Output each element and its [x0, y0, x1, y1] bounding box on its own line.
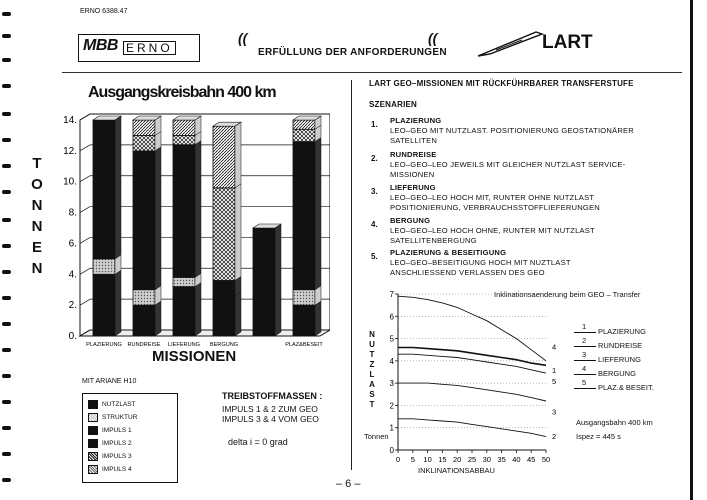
legend-label: LIEFERUNG — [598, 355, 641, 364]
page-number: – 6 – — [336, 478, 361, 490]
scenario-line: LEO–GEO–LEO JEWEILS MIT GLEICHER NUTZLAST SERVICE- — [390, 160, 626, 169]
nutzlast-letter: Z — [369, 360, 375, 369]
curve-end-label: 1 — [552, 366, 557, 376]
logo-erno: ERNO — [123, 41, 176, 55]
legend-label: BERGUNG — [598, 369, 636, 378]
series-line — [398, 419, 546, 437]
bar-segment — [133, 120, 155, 135]
bar-segment — [293, 290, 315, 305]
x-tick-label: PLAZ&BESEIT — [285, 342, 323, 348]
bar-segment — [253, 228, 275, 336]
legend-label: NUTZLAST — [102, 401, 136, 409]
y-tick-label: 4 — [389, 356, 394, 366]
bar-segment — [213, 126, 235, 188]
x-tick-label: 25 — [467, 455, 477, 464]
legend-label: IMPULS 2 — [102, 440, 132, 448]
bar-segment — [133, 305, 155, 336]
bar-segment — [293, 142, 315, 290]
note-ariane: MIT ARIANE H10 — [82, 378, 137, 385]
page-header-title: ERFÜLLUNG DER ANFORDERUNGEN — [258, 47, 447, 58]
scenario-line: LEO–GEO–LEO HOCH OHNE, RUNTER MIT NUTZLAST — [390, 226, 595, 235]
series-line — [398, 296, 546, 361]
curve-end-label: 3 — [552, 407, 557, 417]
bar-segment — [173, 135, 195, 144]
curve-end-label: 4 — [552, 342, 557, 352]
y-tick-label: 3 — [389, 379, 394, 389]
x-tick-label: 50 — [541, 455, 551, 464]
y-tick-label: 2. — [68, 300, 77, 312]
tonnen-letter: N — [31, 260, 43, 277]
bar-segment — [173, 287, 195, 336]
scenario-title: PLAZIERUNG — [390, 116, 442, 125]
bar-side — [155, 147, 161, 290]
mark-right: (( — [428, 30, 438, 46]
szenarien-heading: SZENARIEN — [369, 100, 418, 109]
y-tick-label: 2 — [389, 401, 394, 411]
y-tick-label: 4. — [68, 269, 77, 281]
scenario-line: MISSIONEN — [390, 170, 435, 179]
bar-side — [235, 292, 241, 336]
x-tick-label: PLAZIERUNG — [86, 342, 122, 348]
legend-item — [88, 426, 132, 435]
x-tick-label: 30 — [482, 455, 491, 464]
line-legend — [568, 322, 663, 402]
legend-label: STRUKTUR — [102, 414, 138, 422]
bar-segment — [93, 274, 115, 336]
bar-segment — [133, 151, 155, 290]
y-tick-label: 7 — [389, 290, 394, 299]
y-tick-label: 14. — [63, 115, 77, 126]
x-tick-label: 10 — [423, 455, 432, 464]
legend-num: 5 — [582, 378, 587, 387]
series-line — [398, 348, 546, 366]
legend-label: IMPULS 4 — [102, 466, 132, 474]
bar-segment — [213, 296, 235, 336]
line-chart-xlabel: INKLINATIONSABBAU — [418, 466, 495, 475]
x-tick-label: 35 — [497, 455, 506, 464]
tonnen-letter: O — [31, 176, 43, 193]
line-chart — [380, 286, 570, 474]
propellant-line-2: IMPULS 3 & 4 VOM GEO — [222, 414, 319, 424]
mark-left: (( — [238, 30, 248, 46]
bar-side — [195, 283, 201, 336]
x-tick-label: RUNDREISE — [127, 342, 161, 348]
bar-segment — [213, 188, 235, 281]
binder-marks — [0, 0, 14, 500]
scenario-item — [390, 150, 625, 180]
scenario-item — [390, 183, 600, 213]
scenario-line: LEO–GEO–BESEITIGUNG HOCH MIT NUZTLAST — [390, 258, 571, 267]
tonnen-letter: E — [31, 239, 42, 256]
x-tick-label: BERGUNG — [209, 342, 239, 348]
bar-side — [275, 224, 281, 336]
scenario-title: RUNDREISE — [390, 150, 437, 159]
series-line — [398, 354, 546, 373]
scenario-number: 5. — [371, 252, 378, 261]
y-tick-label: 0. — [68, 331, 77, 342]
scenario-line: LEO–GEO–LEO HOCH MIT, RUNTER OHNE NUTZLAST — [390, 193, 595, 202]
nutzlast-letter: U — [369, 340, 375, 349]
center-divider — [351, 80, 352, 470]
scenario-number: 1. — [371, 120, 378, 129]
nutzlast-letter: S — [369, 390, 375, 399]
scenario-title: BERGUNG — [390, 216, 431, 225]
legend-num: 2 — [582, 336, 587, 345]
tonnen-letter: N — [31, 218, 43, 235]
legend-label: IMPULS 1 — [102, 427, 132, 435]
y-tick-label: 0 — [389, 446, 394, 455]
scenario-line: SATELLITENBERGUNG — [390, 236, 477, 245]
bar-segment — [93, 120, 115, 259]
tonnen-letter: T — [32, 155, 42, 172]
scenario-item — [390, 248, 571, 278]
x-tick-label: 20 — [453, 455, 462, 464]
x-tick-label: 45 — [527, 455, 536, 464]
logo-lart: LART — [542, 32, 593, 53]
mbb-erno-logo — [78, 34, 200, 62]
legend-label: IMPULS 3 — [102, 453, 132, 461]
y-tick-label: 1 — [389, 423, 394, 433]
propellant-line-1: IMPULS 1 & 2 ZUM GEO — [222, 404, 318, 414]
legend-num: 3 — [582, 350, 587, 359]
scenario-line: LEO–GEO MIT NUTZLAST. POSITIONIERUNG GEOSTATIONÄRER — [390, 126, 634, 135]
y-tick-label: 5 — [389, 334, 394, 344]
legend-label: PLAZ.& BESEIT. — [598, 383, 654, 392]
bar-side — [115, 116, 121, 259]
bar-segment — [213, 280, 235, 295]
legend-label: PLAZIERUNG — [598, 327, 646, 336]
propellant-title: TREIBSTOFFMASSEN : — [222, 391, 323, 401]
nutzlast-letter: L — [369, 370, 375, 379]
bar-segment — [133, 135, 155, 150]
bar-segment — [293, 120, 315, 129]
right-edge-rule — [690, 0, 693, 500]
scenario-title: PLAZIERUNG & BESEITIGUNG — [390, 248, 507, 257]
bar-segment — [173, 120, 195, 135]
bar-side — [315, 301, 321, 336]
legend-item — [88, 413, 137, 422]
logo-mbb: MBB — [83, 37, 118, 54]
curve-end-label: 2 — [552, 431, 557, 441]
scenario-item — [390, 116, 634, 146]
delta-i: delta i = 0 grad — [228, 437, 288, 447]
legend-item — [88, 452, 132, 461]
y-tick-label: 8. — [68, 207, 77, 219]
bar-chart-xlabel: MISSIONEN — [152, 348, 237, 365]
legend-item — [88, 465, 132, 474]
bar-segment — [133, 290, 155, 305]
bar-segment — [173, 145, 195, 278]
scenario-item — [390, 216, 595, 246]
bar-chart — [50, 108, 330, 376]
scenario-line: ANSCHLIESSEND VERLASSEN DES GEO — [390, 268, 545, 277]
scenario-title: LIEFERUNG — [390, 183, 436, 192]
curve-end-label: 5 — [552, 376, 557, 386]
legend-num: 1 — [582, 322, 587, 331]
bar-side — [115, 270, 121, 336]
lart-vehicle-logo — [476, 26, 546, 60]
top-fragment: ERNO 6388.47 — [80, 8, 128, 15]
orbit-line: Ausgangsbahn 400 km — [576, 418, 653, 427]
x-tick-label: LIEFERUNG — [167, 342, 201, 348]
scenario-number: 4. — [371, 220, 378, 229]
scenario-line: SATELLITEN — [390, 136, 438, 145]
series-line — [398, 383, 546, 401]
nutzlast-letter: A — [369, 380, 375, 389]
bar-legend — [82, 393, 178, 483]
bar-chart-title: Ausgangskreisbahn 400 km — [88, 84, 276, 101]
bar-segment — [93, 259, 115, 274]
y-tick-label: 12. — [63, 145, 77, 157]
y-tick-label: 6 — [389, 312, 394, 322]
x-tick-label: 0 — [395, 455, 401, 464]
y-tick-label: 10. — [63, 176, 77, 188]
tonnen-label: Tonnen — [364, 432, 389, 441]
legend-num: 4 — [582, 364, 587, 373]
legend-item — [88, 400, 136, 409]
bar-segment — [293, 129, 315, 141]
isp-line: Ispez = 445 s — [576, 432, 621, 441]
bar-side — [315, 138, 321, 290]
bar-segment — [293, 305, 315, 336]
scenario-number: 2. — [371, 154, 378, 163]
header-rule — [62, 72, 682, 73]
nutzlast-letter: T — [369, 350, 375, 359]
x-tick-label: 40 — [512, 455, 521, 464]
nutzlast-letter: T — [369, 400, 375, 409]
bar-side — [195, 141, 201, 278]
legend-label: RUNDREISE — [598, 341, 643, 350]
y-tick-label: 6. — [68, 238, 77, 250]
tonnen-letter: N — [31, 197, 43, 214]
bar-side — [235, 122, 241, 188]
bar-segment — [173, 277, 195, 286]
line-chart-title: Inklinationsaenderung beim GEO – Transfer — [494, 290, 641, 299]
scenario-line: POSITIONIERUNG, VERBRAUCHSSTOFFLIEFERUNGEN — [390, 203, 600, 212]
bar-side — [155, 301, 161, 336]
right-heading: LART GEO–MISSIONEN MIT RÜCKFÜHRBARER TRANSFERSTUFE — [369, 79, 634, 88]
x-tick-label: 5 — [410, 455, 415, 464]
bar-side — [235, 184, 241, 281]
legend-item — [88, 439, 132, 448]
nutzlast-letter: N — [369, 330, 375, 339]
scenario-number: 3. — [371, 187, 378, 196]
x-tick-label: 15 — [438, 455, 447, 464]
